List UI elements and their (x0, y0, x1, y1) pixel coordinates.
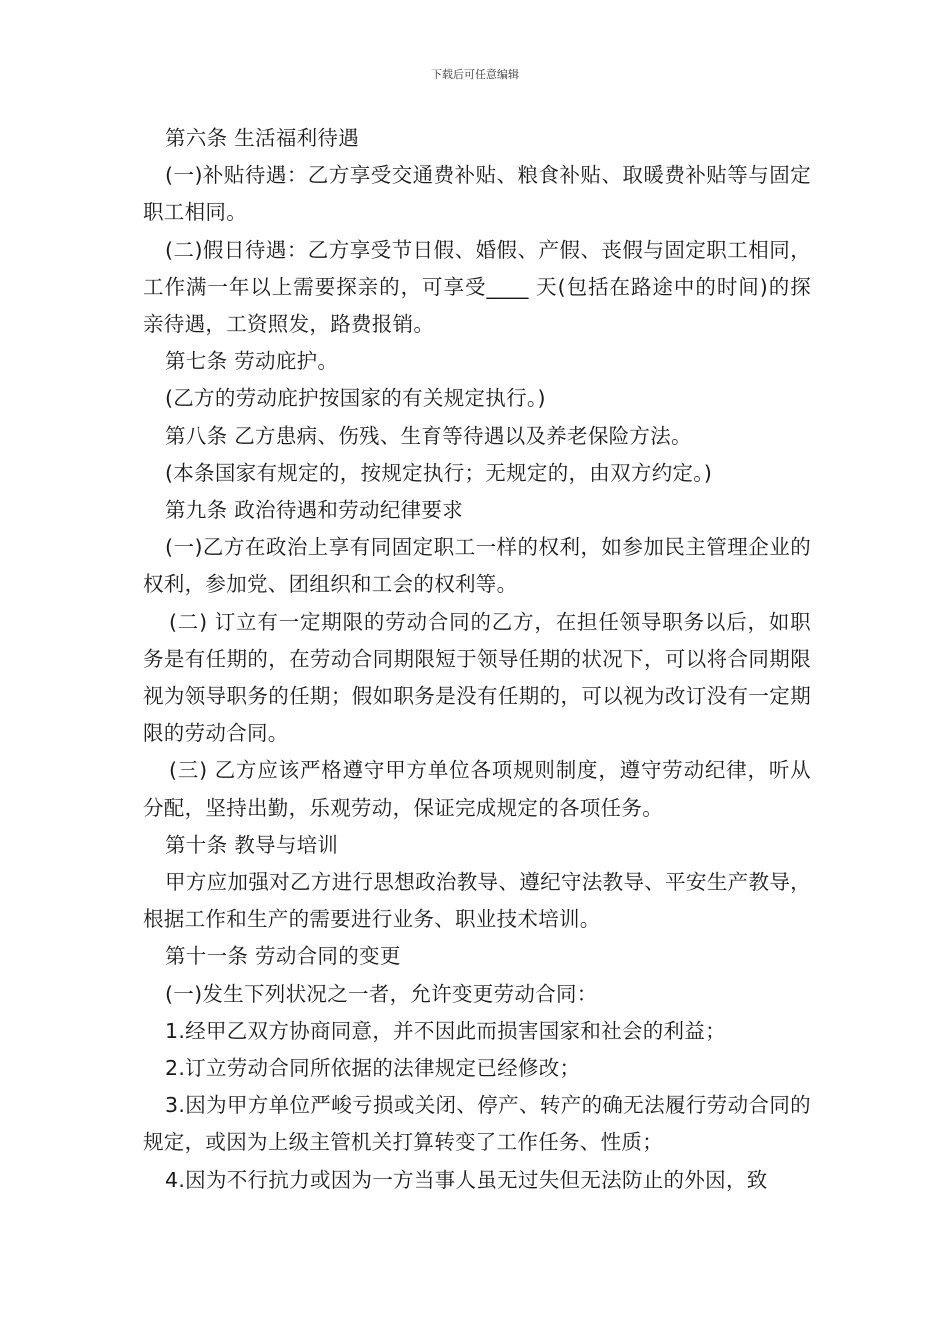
article-10-heading: 第十条 教导与培训 (165, 832, 339, 857)
article-6-clause-2: (二)假日待遇：乙方享受节日假、婚假、产假、丧假与固定职工相同，工作满一年以上需要探亲的，可享受____ 天(包括在路途中的时间)的探亲待遇，工资照发，路费报销。 (143, 237, 811, 337)
article-9-clause-3: (三) 乙方应该严格遵守甲方单位各项规则制度，遵守劳动纪律，听从分配，坚持出勤，乐观劳动，保证完成规定的各项任务。 (143, 758, 811, 820)
document-body (143, 120, 811, 1199)
article-9-heading: 第九条 政治待遇和劳动纪律要求 (165, 498, 464, 523)
page-header: 下载后可任意编辑 (431, 68, 519, 81)
article-6-clause-1: (一)补贴待遇：乙方享受交通费补贴、粮食补贴、取暖费补贴等与固定职工相同。 (143, 163, 811, 225)
article-8-heading: 第八条 乙方患病、伤残、生育等待遇以及养老保险方法。 (165, 423, 692, 448)
article-11-item-1: 1.经甲乙双方协商同意，并不因此而损害国家和社会的利益； (165, 1018, 726, 1043)
article-6-heading: 第六条 生活福利待遇 (165, 126, 360, 150)
article-11-item-4: 4.因为不行抗力或因为一方当事人虽无过失但无法防止的外因，致 (165, 1167, 768, 1192)
article-11-item-3: 3.因为甲方单位严峻亏损或关闭、停产、转产的确无法履行劳动合同的规定，或因为上级主管机关打算转变了工作任务、性质； (143, 1093, 811, 1155)
article-8-body: (本条国家有规定的，按规定执行；无规定的，由双方约定。) (165, 460, 713, 485)
article-7-body: (乙方的劳动庇护按国家的有关规定执行。) (165, 386, 546, 411)
article-9-clause-2: (二) 订立有一定期限的劳动合同的乙方，在担任领导职务以后，如职务是有任期的，在劳动合同期限短于领导任期的状况下，可以将合同期限视为领导职务的任期；假如职务是没有任期的，可以视为改订没有一定期限的劳动合同。 (143, 609, 811, 746)
article-7-heading: 第七条 劳动庇护。 (165, 349, 339, 374)
article-11-heading: 第十一条 劳动合同的变更 (165, 944, 401, 969)
article-11-clause-1: (一)发生下列状况之一者，允许变更劳动合同： (165, 981, 598, 1006)
article-9-clause-1: (一)乙方在政治上享有同固定职工一样的权利，如参加民主管理企业的权利，参加党、团组织和工会的权利等。 (143, 535, 811, 597)
article-10-body: 甲方应加强对乙方进行思想政治教导、遵纪守法教导、平安生产教导，根据工作和生产的需要进行业务、职业技术培训。 (143, 870, 811, 932)
article-11-item-2: 2.订立劳动合同所依据的法律规定已经修改； (165, 1056, 581, 1081)
